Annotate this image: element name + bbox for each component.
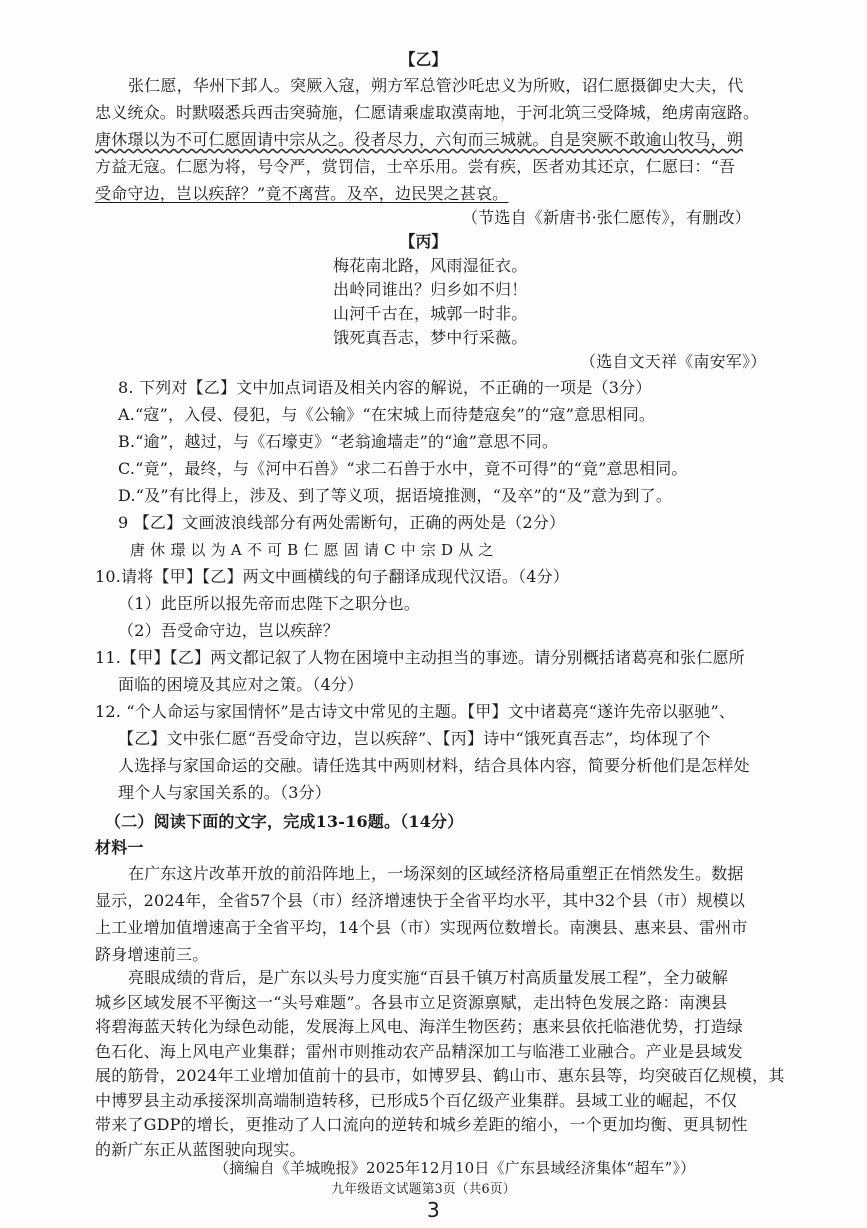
material-1-p2-line-1: 亮眼成绩的背后，是广东以头号力度实施“百县千镇万村高质量发展工程”，全力破解: [128, 968, 728, 987]
q9-break-options: 唐 休 璟 以 为 A 不 可 B 仁 愿 固 请 C 中 宗 D 从 之: [130, 541, 494, 559]
q10-item-1: （1）此臣所以报先帝而忠陛下之职分也。: [118, 594, 420, 613]
material-1-p2-line-6: 中博罗县主动承接深圳高端制造转移，已形成5个百亿级产业集群。县域工业的崛起，不仅: [95, 1090, 738, 1110]
bing-heading: 【丙】: [399, 232, 448, 251]
material-1-label: 材料一: [95, 838, 144, 857]
yi-source: （节选自《新唐书·张仁愿传》，有删改）: [462, 208, 751, 227]
bing-poem-line-4: 饿死真吾志，梦中行采薇。: [333, 328, 528, 347]
q8-option-a: A.“寇”，入侵、侵犯，与《公输》“在宋城上而待楚寇矣”的“寇”意思相同。: [118, 405, 656, 424]
yi-line-5: 受命守边，岂以疾辞？”竟不离营。及卒，边民哭之甚哀。: [95, 184, 509, 203]
material-1-p2-line-2: 城乡区域发展不平衡这一“头号难题”。各县市立足资源禀赋，走出特色发展之路：南澳县: [95, 992, 728, 1012]
page-number: 3: [427, 1198, 440, 1222]
material-1-p2-line-7: 带来了GDP的增长，更推动了人口流向的逆转和城乡差距的缩小，一个更加均衡、更具韧性: [95, 1115, 748, 1134]
q8-option-c: C.“竟”，最终，与《河中石兽》“求二石兽于水中，竟不可得”的“竟”意思相同。: [118, 459, 688, 478]
q12-line-4: 理个人与家国关系的。（3分）: [118, 783, 331, 802]
q10-stem: 10.请将【甲】【乙】两文中画横线的句子翻译成现代汉语。（4分）: [95, 567, 570, 586]
yi-line-3: 唐休璟以为不可仁愿固请中宗从之。役者尽力，六旬而三城就。自是突厥不敢逾山牧马，朔: [95, 130, 744, 149]
material-1-p2-line-3: 将碧海蓝天转化为绿色动能，发展海上风电、海洋生物医药；惠来县依托临港优势，打造绿: [95, 1017, 744, 1036]
q12-line-2: 【乙】文中张仁愿“吾受命守边，岂以疾辞”、【丙】诗中“饿死真吾志”，均体现了个: [118, 729, 711, 748]
page-footer: 九年级语文试题第3页（共6页）: [331, 1182, 516, 1197]
q11-line-2: 面临的困境及其应对之策。（4分）: [118, 675, 364, 694]
q10-item-2: （2）吾受命守边，岂以疾辞？: [118, 621, 339, 640]
q12-line-3: 人选择与家国命运的交融。请任选其中两则材料，结合具体内容，简要分析他们是怎样处: [118, 756, 750, 775]
material-1-p1-line-2: 显示，2024年，全省57个县（市）经济增速快于全省平均水平，其中32个县（市）规模以: [95, 891, 746, 910]
q11-line-1: 11.【甲】【乙】两文都记叙了人物在困境中主动担当的事迹。请分别概括诸葛亮和张仁愿所: [95, 648, 745, 667]
bing-poem-line-1: 梅花南北路，风雨湿征衣。: [333, 256, 528, 275]
material-1-p1-line-1: 在广东这片改革开放的前沿阵地上，一场深刻的区域经济格局重塑正在悄然发生。数据: [128, 864, 744, 883]
q8-option-b: B.“逾”，越过，与《石壕吏》“老翁逾墙走”的“逾”意思不同。: [118, 432, 559, 451]
yi-line-4: 方益无寇。仁愿为将，号令严，赏罚信，士卒乐用。尝有疾，医者劝其还京，仁愿曰：“吾: [95, 157, 736, 176]
bing-poem-line-3: 山河千古在，城郭一时非。: [333, 304, 528, 323]
yi-line-2: 忠义统众。时默啜悉兵西击突骑施，仁愿请乘虚取漠南地，于河北筑三受降城，绝虏南寇路。: [95, 103, 760, 122]
material-1-source: （摘编自《羊城晚报》2025年12月10日《广东县域经济集体“超车”》）: [214, 1159, 696, 1177]
section2-heading: （二）阅读下面的文字，完成13-16题。（14分）: [105, 812, 464, 831]
q8-stem: 8. 下列对【乙】文中加点词语及相关内容的解说，不正确的一项是（3分）: [118, 378, 652, 397]
material-1-p2-line-8: 的新广东正从蓝图驶向现实。: [95, 1139, 306, 1159]
yi-line-1: 张仁愿，华州下邽人。突厥入寇，朔方军总管沙吒忠义为所败，诏仁愿摄御史大夫，代: [128, 76, 744, 95]
material-1-p1-line-4: 跻身增速前三。: [95, 945, 209, 964]
q12-line-1: 12. “个人命运与家国情怀”是古诗文中常见的主题。【甲】文中诸葛亮“遂许先帝以驱驰”、: [95, 702, 736, 721]
q8-option-d: D.“及”有比得上，涉及、到了等义项，据语境推测，“及卒”的“及”意为到了。: [118, 486, 673, 505]
yi-heading: 【乙】: [399, 50, 448, 69]
bing-poem-line-2: 出岭同谁出？归乡如不归！: [333, 280, 528, 299]
material-1-p2-line-5: 展的筋骨，2024年工业增加值前十的县市，如博罗县、鹤山市、惠东县等，均突破百亿规模，其: [95, 1066, 785, 1085]
q9-stem: 9 【乙】文画波浪线部分有两处需断句，正确的两处是（2分）: [118, 513, 566, 532]
material-1-p1-line-3: 上工业增加值增速高于全省平均，14个县（市）实现两位数增长。南澳县、惠来县、雷州市: [95, 918, 748, 937]
bing-source: （选自文天祥《南安军》）: [580, 352, 767, 371]
material-1-p2-line-4: 色石化、海上风电产业集群；雷州市则推动农产品精深加工与临港工业融合。产业是县域发: [95, 1041, 744, 1061]
